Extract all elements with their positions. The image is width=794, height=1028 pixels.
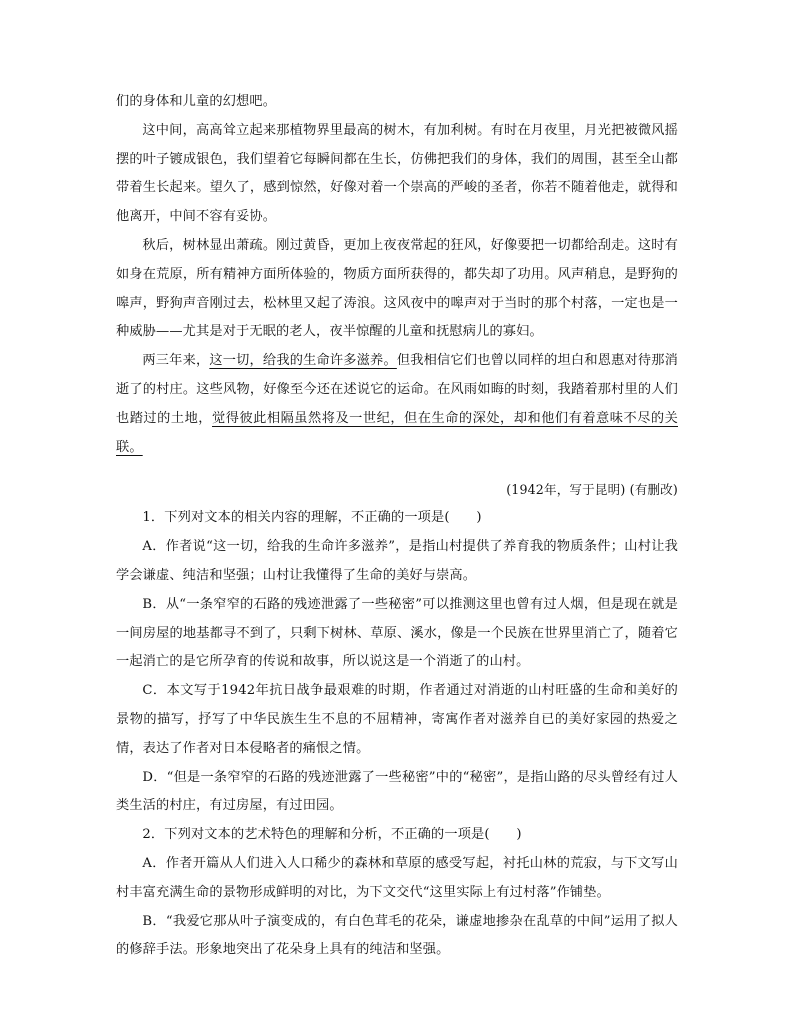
question-2-option-a: A．作者开篇从人们进入人口稀少的森林和草原的感受写起，衬托山林的荒寂，与下文写山村丰富充满生命的景物形成鲜明的对比，为下文交代“这里实际上有过村落”作铺垫。: [116, 855, 678, 900]
source-spacer: [116, 462, 678, 476]
question-2-stem: 2．下列对文本的艺术特色的理解和分析，不正确的一项是( ): [142, 827, 522, 843]
question-1-option-c: C．本文写于1942年抗日战争最艰难的时期，作者通过对消逝的山村旺盛的生命和美好的景物的描写，抒写了中华民族生生不息的不屈精神，寄寓作者对滋养自已的美好家园的热爱之情，表达了作者对日本侵略者的痛恨之情。: [116, 683, 678, 756]
question-2-option-b: B．“我爱它那从叶子演变成的，有白色茸毛的花朵，谦虚地掺杂在乱草的中间”运用了拟人的修辞手法。形象地突出了花朵身上具有的纯洁和坚强。: [116, 913, 678, 958]
passage-paragraph-3: [116, 347, 678, 462]
underlined-sentence-1: 这一切，给我的生命许多滋养。: [209, 353, 397, 369]
source-note: (1942年，写于昆明) (有删改): [506, 482, 678, 498]
question-1-stem: 1．下列对文本的相关内容的理解，不正确的一项是( ): [142, 510, 482, 526]
passage-paragraph-2: 秋后，树林显出萧疏。刚过黄昏，更加上夜夜常起的狂风，好像要把一切都给刮走。这时有如身在荒原，所有精神方面所体验的，物质方面所获得的，都失却了功用。风声稍息，是野狗的嗥声，野狗声音刚过去，松林里又起了涛浪。这风夜中的嗥声对于当时的那个村落，一定也是一种威胁——尤其是对于无眠的老人，夜半惊醒的儿童和抚慰病儿的寡妇。: [116, 237, 678, 340]
passage: [116, 88, 678, 965]
question-1-option-b: B．从“一条窄窄的石路的残迹泄露了一些秘密”可以推测这里也曾有过人烟，但是现在就是一间房屋的地基都寻不到了，只剩下树林、草原、溪水，像是一个民族在世界里消亡了，随着它一起消亡的是它所孕育的传说和故事，所以说这是一个消逝了的山村。: [116, 596, 678, 670]
passage-paragraph-3-middle: 但我相信它们也曾以同样的坦白和恩惠对待那消逝了的村庄。这些风物，好像至今还在述说它的运命。在风雨如晦的时刻，我踏着那村里的人们也踏过的土地，: [116, 353, 679, 426]
passage-paragraph-1: 这中间，高高耸立起来那植物界里最高的树木，有加利树。有时在月夜里，月光把被微风摇摆的叶子镀成银色，我们望着它每瞬间都在生长，仿佛把我们的身体，我们的周围，甚至全山都带着生长起来。望久了，感到惊然，好像对着一个崇高的严峻的圣者，你若不随着他走，就得和他离开，中间不容有妥协。: [116, 122, 678, 225]
passage-paragraph-0: 们的身体和儿童的幻想吧。: [116, 94, 277, 109]
underlined-sentence-2: 觉得彼此相隔虽然将及一世纪，但在生命的深处，却和他们有着意味不尽的关联。: [116, 410, 678, 455]
question-1-option-a: A．作者说“这一切，给我的生命许多滋养”，是指山村提供了养育我的物质条件；山村让我学会谦虚、纯洁和坚强；山村让我懂得了生命的美好与崇高。: [116, 539, 678, 583]
question-1-option-d: D．“但是一条窄窄的石路的残迹泄露了一些秘密”中的“秘密”，是指山路的尽头曾经有过人类生活的村庄，有过房屋，有过田园。: [116, 769, 678, 814]
passage-paragraph-3-lead: 两三年来，: [142, 353, 210, 369]
